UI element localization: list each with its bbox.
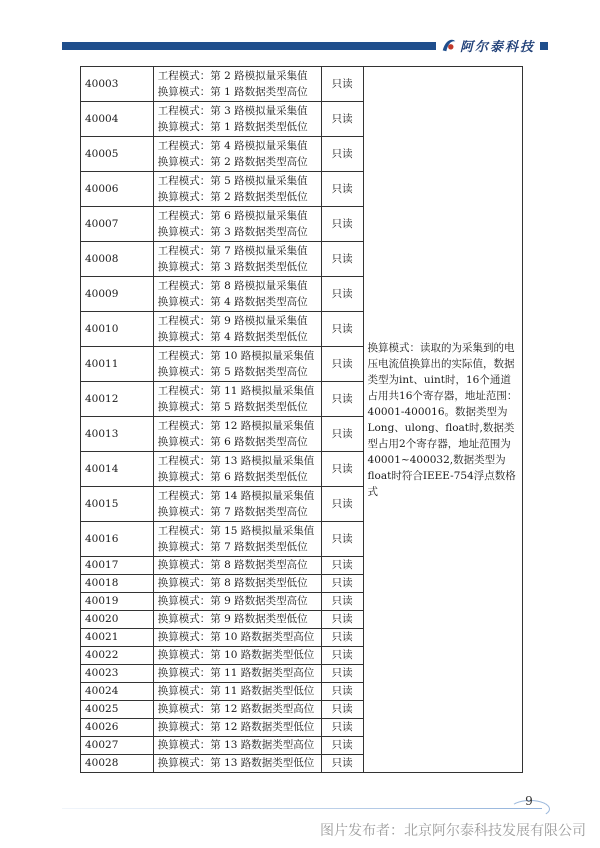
register-access: 只读 <box>321 719 363 737</box>
description-line: 工程模式：第 11 路模拟量采集值 <box>157 385 315 397</box>
register-access: 只读 <box>321 701 363 719</box>
register-address: 40013 <box>81 417 154 452</box>
register-access: 只读 <box>321 452 363 487</box>
register-access: 只读 <box>321 172 363 207</box>
description-line: 工程模式：第 13 路模拟量采集值 <box>157 455 315 467</box>
register-address: 40006 <box>81 172 154 207</box>
register-access: 只读 <box>321 593 363 611</box>
register-access: 只读 <box>321 242 363 277</box>
register-access: 只读 <box>321 207 363 242</box>
register-description <box>153 312 321 347</box>
register-address: 40019 <box>81 593 154 611</box>
register-address: 40014 <box>81 452 154 487</box>
register-access: 只读 <box>321 647 363 665</box>
description-line: 工程模式：第 4 路模拟量采集值 <box>157 140 308 152</box>
register-description <box>153 137 321 172</box>
description-line: 换算模式：第 13 路数据类型高位 <box>157 739 315 751</box>
publisher-watermark: 图片发布者：北京阿尔泰科技发展有限公司 <box>320 823 586 839</box>
register-description <box>153 277 321 312</box>
description-line: 换算模式：第 7 路数据类型高位 <box>157 506 308 518</box>
brand-logo <box>440 34 540 56</box>
register-address: 40004 <box>81 102 154 137</box>
register-description <box>153 452 321 487</box>
register-description <box>153 382 321 417</box>
register-address: 40003 <box>81 67 154 102</box>
description-line: 工程模式：第 2 路模拟量采集值 <box>157 70 308 82</box>
register-address: 40028 <box>81 755 154 773</box>
table-row <box>81 67 523 102</box>
description-line: 工程模式：第 8 路模拟量采集值 <box>157 280 308 292</box>
description-line: 换算模式：第 12 路数据类型高位 <box>157 703 315 715</box>
description-line: 换算模式：第 5 路数据类型高位 <box>157 366 308 378</box>
register-description <box>153 683 321 701</box>
register-description <box>153 102 321 137</box>
description-line: 换算模式：第 2 路数据类型低位 <box>157 191 308 203</box>
register-description <box>153 755 321 773</box>
register-address: 40022 <box>81 647 154 665</box>
register-address: 40015 <box>81 487 154 522</box>
register-description <box>153 207 321 242</box>
register-address: 40025 <box>81 701 154 719</box>
register-access: 只读 <box>321 137 363 172</box>
description-line: 工程模式：第 14 路模拟量采集值 <box>157 490 315 502</box>
register-access: 只读 <box>321 737 363 755</box>
register-address: 40020 <box>81 611 154 629</box>
brand-name: 阿尔泰科技 <box>460 39 536 55</box>
register-access: 只读 <box>321 312 363 347</box>
description-line: 换算模式：第 2 路数据类型高位 <box>157 156 308 168</box>
description-line: 换算模式：第 13 路数据类型低位 <box>157 757 315 769</box>
description-line: 工程模式：第 3 路模拟量采集值 <box>157 105 308 117</box>
register-description <box>153 737 321 755</box>
register-description <box>153 647 321 665</box>
register-description <box>153 172 321 207</box>
description-line: 工程模式：第 7 路模拟量采集值 <box>157 245 308 257</box>
register-access: 只读 <box>321 575 363 593</box>
description-line: 换算模式：第 6 路数据类型高位 <box>157 436 308 448</box>
register-description <box>153 611 321 629</box>
description-line: 换算模式：第 12 路数据类型低位 <box>157 721 315 733</box>
register-address: 40009 <box>81 277 154 312</box>
register-address: 40026 <box>81 719 154 737</box>
register-table-body <box>81 67 523 773</box>
register-access: 只读 <box>321 67 363 102</box>
register-table <box>80 66 523 773</box>
description-line: 换算模式：第 5 路数据类型低位 <box>157 401 308 413</box>
register-address: 40011 <box>81 347 154 382</box>
register-address: 40012 <box>81 382 154 417</box>
description-line: 工程模式：第 15 路模拟量采集值 <box>157 525 315 537</box>
brand-mark-icon <box>440 36 458 54</box>
register-address: 40017 <box>81 557 154 575</box>
register-access: 只读 <box>321 665 363 683</box>
description-line: 换算模式：第 9 路数据类型高位 <box>157 595 308 607</box>
description-line: 换算模式：第 10 路数据类型低位 <box>157 649 315 661</box>
description-line: 换算模式：第 11 路数据类型低位 <box>157 685 315 697</box>
register-note: 换算模式：读取的为采集到的电压电流值换算出的实际值，数据类型为int、uint时，16个通道占用共16个寄存器，地址范围：40001-400016。数据类型为Long、ulong、float时,数据类型占用2个寄存器，地址范围为40001~400032,数据类型为float时符合IEEE-754浮点数格式 <box>363 67 522 773</box>
page-number: 9 <box>525 794 533 808</box>
register-description <box>153 347 321 382</box>
register-address: 40023 <box>81 665 154 683</box>
description-line: 换算模式：第 4 路数据类型低位 <box>157 331 308 343</box>
description-line: 换算模式：第 8 路数据类型低位 <box>157 577 308 589</box>
register-access: 只读 <box>321 277 363 312</box>
register-description <box>153 593 321 611</box>
description-line: 换算模式：第 4 路数据类型高位 <box>157 296 308 308</box>
register-description <box>153 67 321 102</box>
register-access: 只读 <box>321 557 363 575</box>
description-line: 工程模式：第 12 路模拟量采集值 <box>157 420 315 432</box>
header-rule-end <box>540 42 548 50</box>
description-line: 工程模式：第 10 路模拟量采集值 <box>157 350 315 362</box>
description-line: 换算模式：第 10 路数据类型高位 <box>157 631 315 643</box>
description-line: 工程模式：第 6 路模拟量采集值 <box>157 210 308 222</box>
description-line: 换算模式：第 6 路数据类型低位 <box>157 471 308 483</box>
register-address: 40008 <box>81 242 154 277</box>
description-line: 工程模式：第 9 路模拟量采集值 <box>157 315 308 327</box>
register-description <box>153 665 321 683</box>
register-access: 只读 <box>321 629 363 647</box>
register-address: 40021 <box>81 629 154 647</box>
description-line: 换算模式：第 8 路数据类型高位 <box>157 559 308 571</box>
register-address: 40010 <box>81 312 154 347</box>
register-address: 40024 <box>81 683 154 701</box>
description-line: 换算模式：第 9 路数据类型低位 <box>157 613 308 625</box>
register-access: 只读 <box>321 347 363 382</box>
register-access: 只读 <box>321 755 363 773</box>
description-line: 换算模式：第 3 路数据类型高位 <box>157 226 308 238</box>
register-description <box>153 575 321 593</box>
register-description <box>153 242 321 277</box>
register-description <box>153 487 321 522</box>
register-description <box>153 522 321 557</box>
register-access: 只读 <box>321 417 363 452</box>
description-line: 工程模式：第 5 路模拟量采集值 <box>157 175 308 187</box>
register-description <box>153 701 321 719</box>
register-access: 只读 <box>321 382 363 417</box>
register-address: 40018 <box>81 575 154 593</box>
header-rule <box>62 42 436 50</box>
register-access: 只读 <box>321 683 363 701</box>
register-access: 只读 <box>321 487 363 522</box>
register-access: 只读 <box>321 522 363 557</box>
register-address: 40005 <box>81 137 154 172</box>
register-access: 只读 <box>321 611 363 629</box>
description-line: 换算模式：第 11 路数据类型高位 <box>157 667 315 679</box>
register-address: 40016 <box>81 522 154 557</box>
register-description <box>153 629 321 647</box>
register-access: 只读 <box>321 102 363 137</box>
description-line: 换算模式：第 7 路数据类型低位 <box>157 541 308 553</box>
register-address: 40027 <box>81 737 154 755</box>
footer-rule <box>62 808 542 809</box>
register-description <box>153 417 321 452</box>
description-line: 换算模式：第 3 路数据类型低位 <box>157 261 308 273</box>
register-address: 40007 <box>81 207 154 242</box>
register-description <box>153 557 321 575</box>
register-description <box>153 719 321 737</box>
description-line: 换算模式：第 1 路数据类型高位 <box>157 86 308 98</box>
description-line: 换算模式：第 1 路数据类型低位 <box>157 121 308 133</box>
